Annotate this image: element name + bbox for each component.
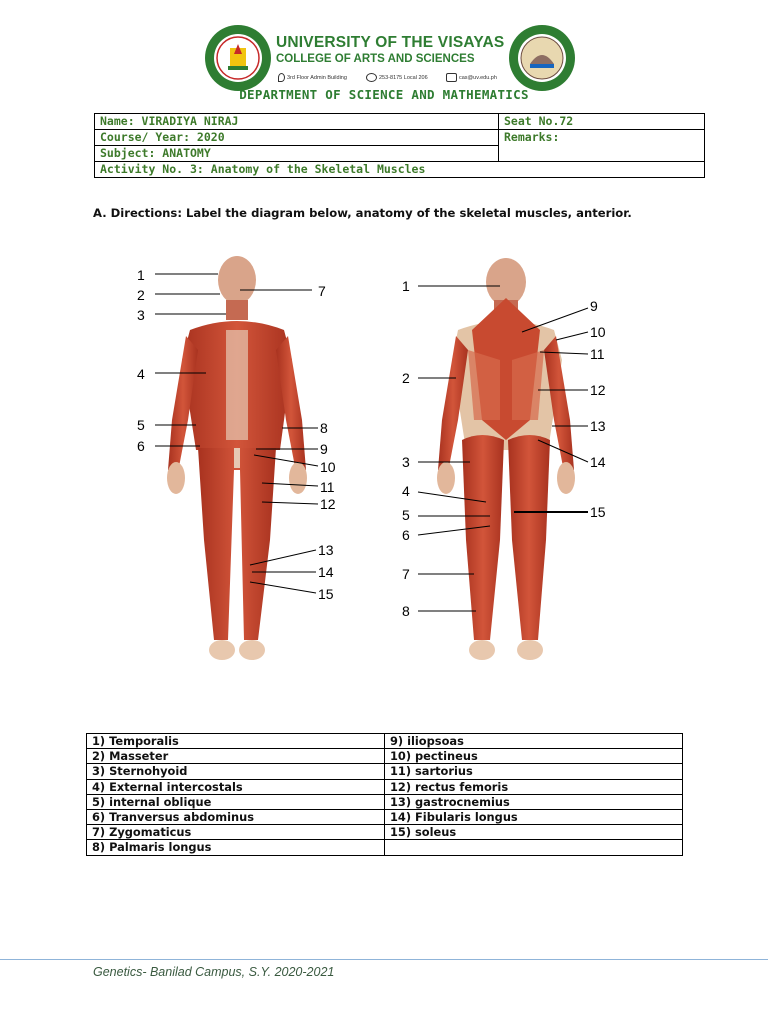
posterior-label-13: 13 xyxy=(590,418,606,434)
table-row xyxy=(87,779,683,794)
posterior-label-5: 5 xyxy=(402,507,410,523)
posterior-label-12: 12 xyxy=(590,382,606,398)
table-row xyxy=(87,734,683,749)
muscle-diagram xyxy=(0,250,768,670)
answer-cell: 4) External intercostals xyxy=(87,779,385,794)
anterior-label-7: 7 xyxy=(318,283,326,299)
posterior-label-9: 9 xyxy=(590,298,598,314)
table-row xyxy=(87,749,683,764)
footer-text: Genetics- Banilad Campus, S.Y. 2020-2021 xyxy=(93,965,335,979)
answer-cell: 8) Palmaris longus xyxy=(87,840,385,855)
footer-divider xyxy=(0,959,768,960)
seat-number: Seat No.72 xyxy=(499,114,705,130)
posterior-label-2: 2 xyxy=(402,370,410,386)
anterior-label-6: 6 xyxy=(137,438,145,454)
answer-cell: 9) iliopsoas xyxy=(385,734,683,749)
posterior-label-3: 3 xyxy=(402,454,410,470)
posterior-label-8: 8 xyxy=(402,603,410,619)
email-line: cas@uv.edu.ph xyxy=(446,73,497,82)
anterior-label-15: 15 xyxy=(318,586,334,602)
mail-icon xyxy=(446,73,457,82)
answer-cell: 7) Zygomaticus xyxy=(87,825,385,840)
anterior-label-2: 2 xyxy=(137,287,145,303)
posterior-label-11: 11 xyxy=(590,346,605,362)
activity-title: Activity No. 3: Anatomy of the Skeletal Muscles xyxy=(95,162,705,178)
anterior-label-1: 1 xyxy=(137,267,145,283)
university-seal-icon xyxy=(204,24,272,92)
posterior-label-6: 6 xyxy=(402,527,410,543)
answer-cell: 3) Sternohyoid xyxy=(87,764,385,779)
table-row xyxy=(87,764,683,779)
posterior-label-4: 4 xyxy=(402,483,410,499)
directions-text: A. Directions: Label the diagram below, anatomy of the skeletal muscles, anterior. xyxy=(93,206,632,220)
answer-cell: 14) Fibularis longus xyxy=(385,809,683,824)
address-line: 3rd Floor Admin Building xyxy=(278,73,347,82)
answer-cell: 5) internal oblique xyxy=(87,794,385,809)
answer-cell: 1) Temporalis xyxy=(87,734,385,749)
answer-cell: 12) rectus femoris xyxy=(385,779,683,794)
posterior-figure xyxy=(437,258,575,660)
anterior-label-8: 8 xyxy=(320,420,328,436)
anterior-label-5: 5 xyxy=(137,417,145,433)
anterior-label-4: 4 xyxy=(137,366,145,382)
phone-line: 253-8175 Local 206 xyxy=(366,73,428,82)
university-title: UNIVERSITY OF THE VISAYAS xyxy=(276,34,505,51)
posterior-label-15: 15 xyxy=(590,504,606,520)
answer-cell: 15) soleus xyxy=(385,825,683,840)
anterior-figure xyxy=(167,256,307,660)
anterior-label-14: 14 xyxy=(318,564,334,580)
phone-icon xyxy=(366,73,377,82)
posterior-label-1: 1 xyxy=(402,278,410,294)
table-row xyxy=(87,794,683,809)
answer-cell: 11) sartorius xyxy=(385,764,683,779)
posterior-label-7: 7 xyxy=(402,566,410,582)
table-row xyxy=(87,840,683,855)
city-seal-icon xyxy=(508,24,576,92)
student-name: Name: VIRADIYA NIRAJ xyxy=(95,114,499,130)
anterior-label-3: 3 xyxy=(137,307,145,323)
answer-cell xyxy=(385,840,683,855)
location-icon xyxy=(278,73,285,82)
student-info-table xyxy=(94,113,705,178)
posterior-label-14: 14 xyxy=(590,454,606,470)
department-title: DEPARTMENT OF SCIENCE AND MATHEMATICS xyxy=(239,87,529,102)
answer-cell: 10) pectineus xyxy=(385,749,683,764)
course-year: Course/ Year: 2020 xyxy=(95,130,499,146)
anterior-label-9: 9 xyxy=(320,441,328,457)
subject: Subject: ANATOMY xyxy=(95,146,499,162)
answers-table xyxy=(86,733,683,856)
table-row xyxy=(87,825,683,840)
anterior-label-10: 10 xyxy=(320,459,336,475)
answer-cell: 13) gastrocnemius xyxy=(385,794,683,809)
answer-cell: 6) Tranversus abdominus xyxy=(87,809,385,824)
posterior-label-10: 10 xyxy=(590,324,606,340)
answer-cell: 2) Masseter xyxy=(87,749,385,764)
anterior-label-11: 11 xyxy=(320,479,335,495)
college-title: COLLEGE OF ARTS AND SCIENCES xyxy=(276,53,475,65)
anterior-label-12: 12 xyxy=(320,496,336,512)
table-row xyxy=(87,809,683,824)
anterior-label-13: 13 xyxy=(318,542,334,558)
remarks: Remarks: xyxy=(499,130,705,162)
